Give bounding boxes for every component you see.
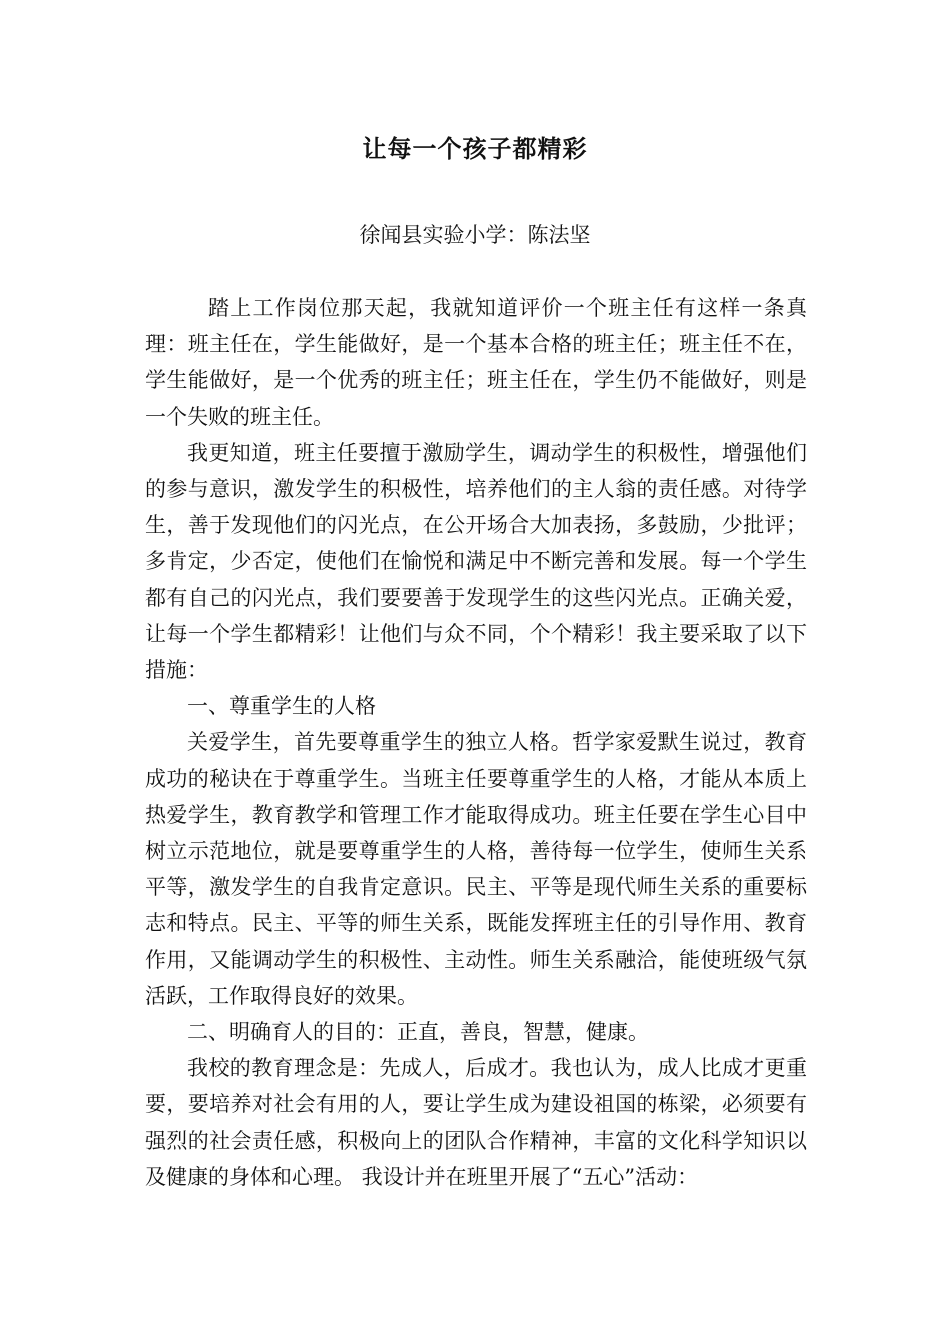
paragraph-intro: 踏上工作岗位那天起，我就知道评价一个班主任有这样一条真理：班主任在，学生能做好，是一个基本合格的班主任；班主任不在，学生能做好，是一个优秀的班主任；班主任在，学生仍不能做好，则是一个失败的班主任。 [145, 296, 807, 429]
document-body [145, 290, 807, 1195]
paragraph-respect: 关爱学生，首先要尊重学生的独立人格。哲学家爱默生说过，教育成功的秘诀在于尊重学生。当班主任要尊重学生的人格，才能从本质上热爱学生，教育教学和管理工作才能取得成功。班主任要在学生心目中树立示范地位，就是要尊重学生的人格，善待每一位学生，使师生关系平等，激发学生的自我肯定意识。民主、平等是现代师生关系的重要标志和特点。民主、平等的师生关系，既能发挥班主任的引导作用、教育作用，又能调动学生的积极性、主动性。师生关系融洽，能使班级气氛活跃，工作取得良好的效果。 [145, 730, 807, 1008]
document-author: 徐闻县实验小学：陈法坚 [359, 223, 591, 247]
paragraph-motivation: 我更知道，班主任要擅于激励学生，调动学生的积极性，增强他们的参与意识，激发学生的积极性，培养他们的主人翁的责任感。对待学生，善于发现他们的闪光点，在公开场合大加表扬，多鼓励，少批评；多肯定，少否定，使他们在愉悦和满足中不断完善和发展。每一个学生都有自己的闪光点，我们要要善于发现学生的这些闪光点。正确关爱，让每一个学生都精彩！让他们与众不同，个个精彩！我主要采取了以下措施： [145, 440, 807, 683]
paragraph-goals: 我校的教育理念是：先成人，后成才。我也认为，成人比成才更重要，要培养对社会有用的人，要让学生成为建设祖国的栋梁，必须要有强烈的社会责任感，积极向上的团队合作精神，丰富的文化科学知识以及健康的身体和心理。 我设计并在班里开展了“五心”活动： [145, 1056, 807, 1189]
section-heading-goals: 二、明确育人的目的：正直，善良，智慧，健康。 [187, 1020, 649, 1045]
section-heading-respect: 一、尊重学生的人格 [187, 694, 376, 719]
document-title: 让每一个孩子都精彩 [362, 134, 588, 163]
